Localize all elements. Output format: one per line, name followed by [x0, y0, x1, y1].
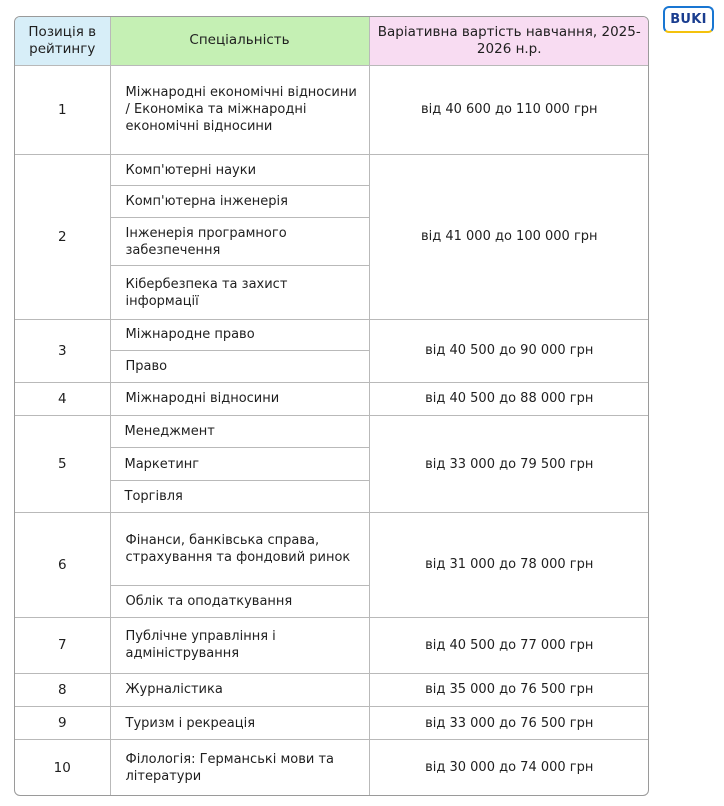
header-specialty: Спеціальність [110, 17, 369, 65]
specialty-cell: Менеджмент [110, 415, 369, 447]
header-rank: Позиція в рейтингу [15, 17, 110, 65]
specialty-cell: Комп'ютерні науки [110, 155, 369, 186]
specialty-cell: Фінанси, банківська справа, страхування та фондовий ринок [110, 513, 369, 585]
specialty-cell: Кібербезпека та захист інформації [110, 266, 369, 319]
specialty-cell: Маркетинг [110, 448, 369, 481]
cost-cell: від 40 600 до 110 000 грн [369, 65, 649, 154]
rank-cell: 9 [15, 707, 110, 740]
specialty-cell: Право [110, 350, 369, 382]
ranking-table-container [14, 16, 649, 796]
cost-cell: від 30 000 до 74 000 грн [369, 740, 649, 795]
rank-cell: 2 [15, 155, 110, 320]
rank-cell: 5 [15, 415, 110, 512]
header-cost: Варіативна вартість навчання, 2025-2026 н.р. [369, 17, 649, 65]
specialty-cell: Журналістика [110, 673, 369, 706]
table-row [15, 415, 649, 447]
rank-cell: 1 [15, 65, 110, 154]
cost-cell: від 33 000 до 79 500 грн [369, 415, 649, 512]
table-row [15, 617, 649, 673]
table-row [15, 673, 649, 706]
cost-cell: від 40 500 до 90 000 грн [369, 319, 649, 382]
cost-cell: від 31 000 до 78 000 грн [369, 513, 649, 617]
specialty-cell: Публічне управління і адміністрування [110, 617, 369, 673]
table-row [15, 740, 649, 795]
ranking-table [15, 17, 649, 795]
specialty-cell: Інженерія програмного забезпечення [110, 218, 369, 266]
rank-cell: 10 [15, 740, 110, 795]
specialty-cell: Комп'ютерна інженерія [110, 186, 369, 218]
rank-cell: 8 [15, 673, 110, 706]
specialty-cell: Філологія: Германські мови та літератури [110, 740, 369, 795]
rank-cell: 7 [15, 617, 110, 673]
cost-cell: від 40 500 до 77 000 грн [369, 617, 649, 673]
rank-cell: 6 [15, 513, 110, 617]
specialty-cell: Міжнародні відносини [110, 382, 369, 415]
specialty-cell: Міжнародне право [110, 319, 369, 350]
rank-cell: 3 [15, 319, 110, 382]
specialty-cell: Туризм і рекреація [110, 707, 369, 740]
table-row [15, 513, 649, 585]
table-header-row [15, 17, 649, 65]
table-row [15, 65, 649, 154]
cost-cell: від 35 000 до 76 500 грн [369, 673, 649, 706]
rank-cell: 4 [15, 382, 110, 415]
specialty-cell: Торгівля [110, 481, 369, 513]
table-row [15, 155, 649, 186]
specialty-cell: Міжнародні економічні відносини / Економіка та міжнародні економічні відносини [110, 65, 369, 154]
cost-cell: від 33 000 до 76 500 грн [369, 707, 649, 740]
buki-logo: BUKI [663, 6, 714, 33]
cost-cell: від 41 000 до 100 000 грн [369, 155, 649, 320]
cost-cell: від 40 500 до 88 000 грн [369, 382, 649, 415]
specialty-cell: Облік та оподаткування [110, 585, 369, 617]
table-row [15, 707, 649, 740]
table-row [15, 382, 649, 415]
table-row [15, 319, 649, 350]
